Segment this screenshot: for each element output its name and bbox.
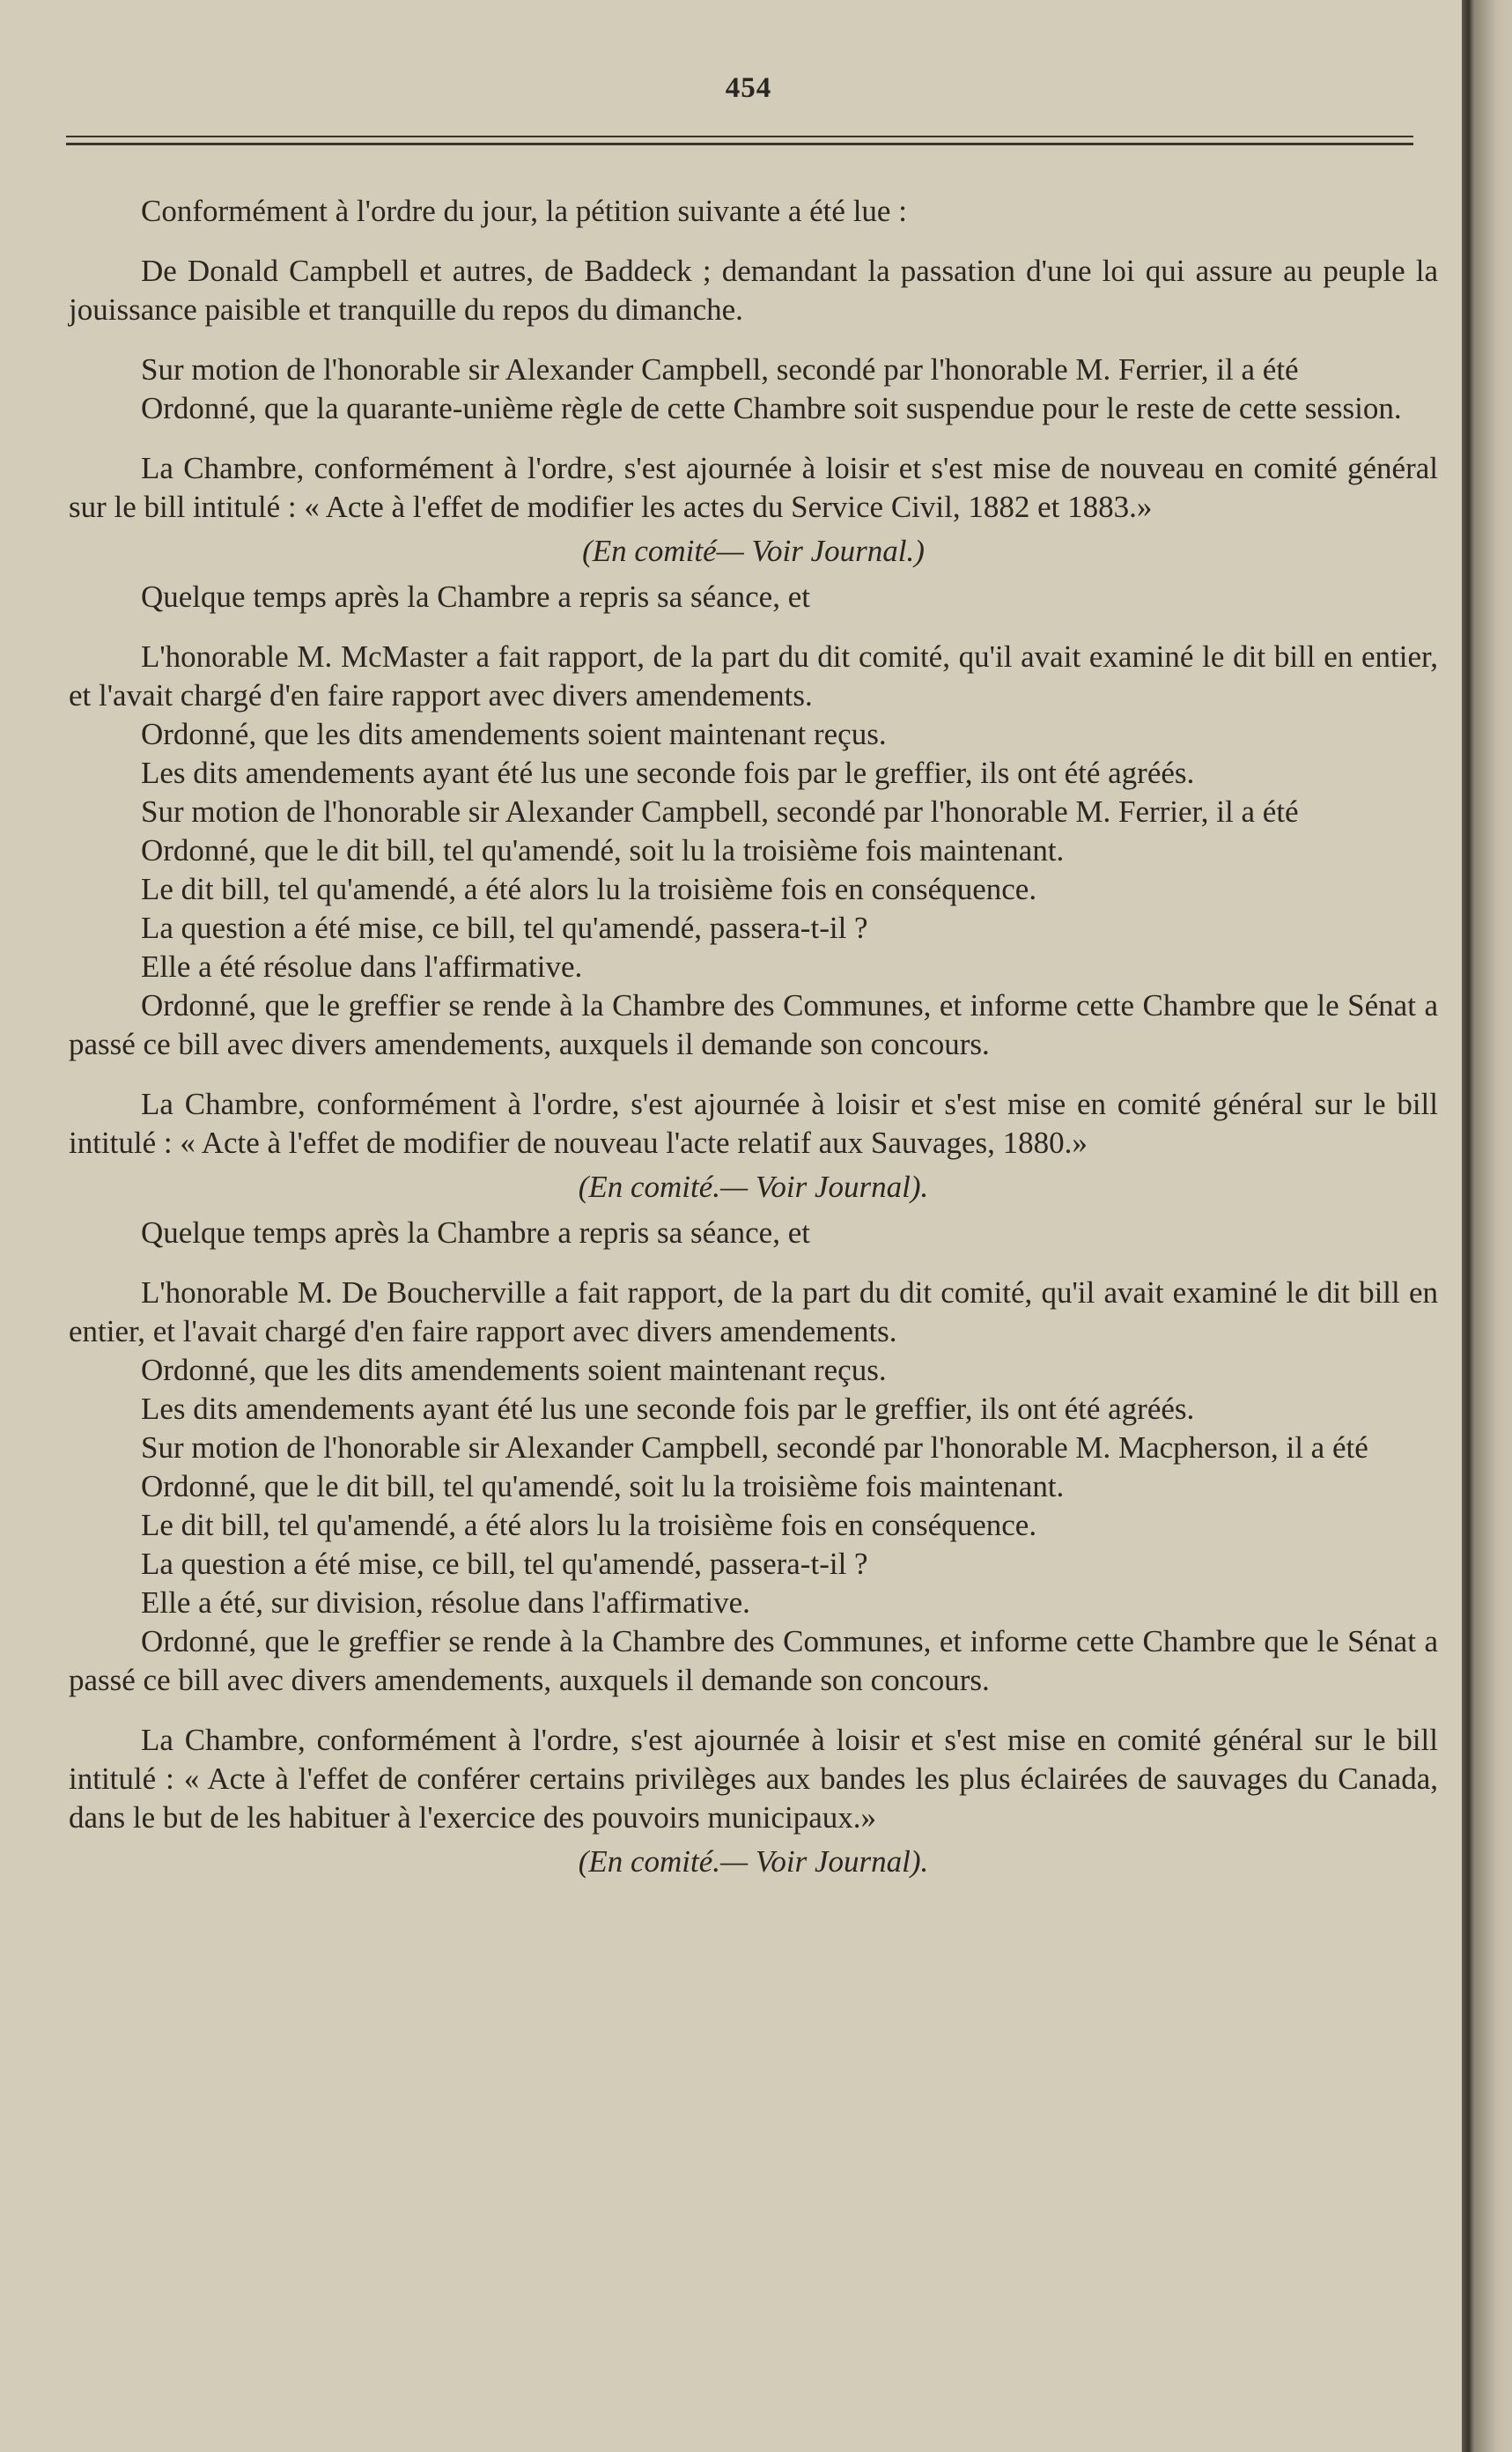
paragraph: Le dit bill, tel qu'amendé, a été alors lu la troisième fois en conséquence. [141,1508,1037,1542]
paragraph: Quelque temps après la Chambre a repris sa séance, et [141,1215,810,1250]
committee-note: (En comité.— Voir Journal). [578,1844,929,1879]
committee-note: (En comité— Voir Journal.) [582,534,925,568]
paragraph: Sur motion de l'honorable sir Alexander Campbell, secondé par l'honorable M. Macpherson, il a été [141,1430,1368,1465]
document-body [69,192,1438,1888]
paragraph: Ordonné, que les dits amendements soient maintenant reçus. [141,717,887,751]
paragraph: Quelque temps après la Chambre a repris sa séance, et [141,580,810,614]
paragraph: Le dit bill, tel qu'amendé, a été alors lu la troisième fois en conséquence. [141,872,1037,906]
committee-note: (En comité.— Voir Journal). [578,1170,929,1204]
paragraph: La question a été mise, ce bill, tel qu'amendé, passera-t-il ? [141,1547,868,1581]
page-number: 454 [725,72,772,104]
paragraph: Ordonné, que la quarante-unième règle de cette Chambre soit suspendue pour le reste de cette session. [141,391,1402,425]
header-rule-thin [66,136,1413,137]
paragraph: La Chambre, conformément à l'ordre, s'est ajournée à loisir et s'est mise en comité général sur le bill intitulé : « Acte à l'effet de conférer certains privilèges aux bandes les plus éclairées de sauvages du Canada, dans le but de les habituer à l'exercice des pouvoirs municipaux.» [69,1723,1438,1835]
paragraph: Ordonné, que le dit bill, tel qu'amendé, soit lu la troisième fois maintenant. [141,833,1065,868]
paragraph: La question a été mise, ce bill, tel qu'amendé, passera-t-il ? [141,911,868,945]
paragraph: Ordonné, que le greffier se rende à la Chambre des Communes, et informe cette Chambre que le Sénat a passé ce bill avec divers amendements, auxquels il demande son concours. [69,988,1438,1061]
paragraph: Ordonné, que les dits amendements soient maintenant reçus. [141,1353,887,1387]
paragraph: La Chambre, conformément à l'ordre, s'est ajournée à loisir et s'est mise en comité général sur le bill intitulé : « Acte à l'effet de modifier de nouveau l'acte relatif aux Sauvages, 1880.» [69,1087,1438,1160]
paragraph: L'honorable M. McMaster a fait rapport, de la part du dit comité, qu'il avait examiné le dit bill en entier, et l'avait chargé d'en faire rapport avec divers amendements. [69,639,1438,713]
paragraph: De Donald Campbell et autres, de Baddeck ; demandant la passation d'une loi qui assure au peuple la jouissance paisible et tranquille du repos du dimanche. [69,254,1438,327]
paragraph: Ordonné, que le dit bill, tel qu'amendé, soit lu la troisième fois maintenant. [141,1469,1065,1503]
paragraph: Elle a été résolue dans l'affirmative. [141,949,583,984]
page-gutter-shadow [1462,0,1512,2452]
paragraph: La Chambre, conformément à l'ordre, s'est ajournée à loisir et s'est mise de nouveau en comité général sur le bill intitulé : « Acte à l'effet de modifier les actes du Service Civil, 1882 et 1883.» [69,451,1438,524]
header-rule-thick [66,143,1413,145]
paragraph: Ordonné, que le greffier se rende à la Chambre des Communes, et informe cette Chambre que le Sénat a passé ce bill avec divers amendements, auxquels il demande son concours. [69,1624,1438,1697]
paragraph: L'honorable M. De Boucherville a fait rapport, de la part du dit comité, qu'il avait examiné le dit bill en entier, et l'avait chargé d'en faire rapport avec divers amendements. [69,1275,1438,1348]
paragraph: Les dits amendements ayant été lus une seconde fois par le greffier, ils ont été agréés. [141,756,1195,790]
paragraph: Elle a été, sur division, résolue dans l'affirmative. [141,1585,750,1620]
paragraph: Les dits amendements ayant été lus une seconde fois par le greffier, ils ont été agréés. [141,1392,1195,1426]
paragraph: Sur motion de l'honorable sir Alexander Campbell, secondé par l'honorable M. Ferrier, il a été [141,794,1299,829]
paragraph: Conformément à l'ordre du jour, la pétition suivante a été lue : [141,194,907,228]
paragraph: Sur motion de l'honorable sir Alexander Campbell, secondé par l'honorable M. Ferrier, il a été [141,352,1299,387]
